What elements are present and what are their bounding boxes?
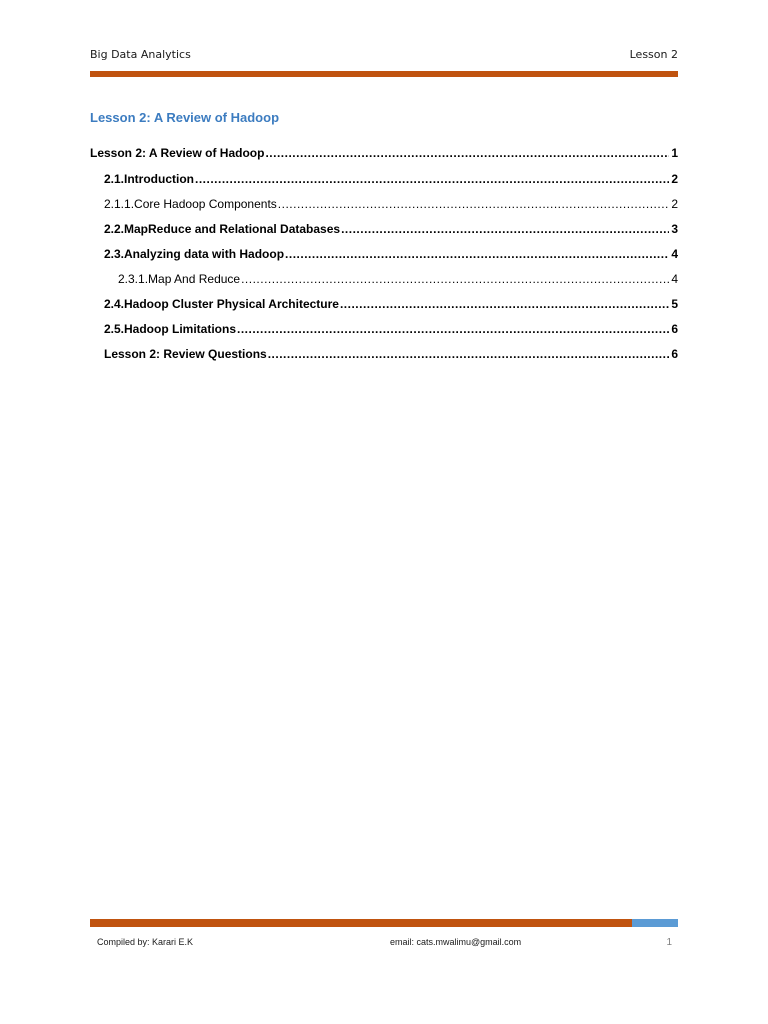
toc-entry-title: MapReduce and Relational Databases: [124, 222, 341, 236]
toc-entry-title: Lesson 2: Review Questions: [104, 347, 267, 361]
toc-leader-dots: [195, 172, 669, 186]
toc-entry-title: Analyzing data with Hadoop: [124, 247, 285, 261]
toc-entry-page: 5: [671, 297, 678, 311]
footer-divider-orange: [90, 919, 632, 927]
toc-entry-2-4[interactable]: [90, 297, 678, 315]
toc-entry-2-2[interactable]: [90, 222, 678, 240]
toc-entry-title: Introduction: [124, 172, 194, 186]
toc-entry-title: Hadoop Cluster Physical Architecture: [124, 297, 339, 311]
toc-entry-page: 6: [671, 322, 678, 336]
page-header: [90, 46, 678, 66]
toc-leader-dots: [241, 272, 669, 286]
toc-leader-dots: [285, 247, 669, 261]
toc-entry-title: Lesson 2: A Review of Hadoop: [90, 146, 265, 160]
toc-entry-title: Core Hadoop Components: [134, 197, 277, 211]
footer-email: email: cats.mwalimu@gmail.com: [390, 937, 522, 947]
toc-entry-page: 4: [671, 247, 678, 261]
header-divider: [90, 71, 678, 77]
footer-page-number: 1: [666, 937, 672, 948]
toc-leader-dots: [341, 222, 669, 236]
toc-entry-number: 2.4.: [104, 297, 125, 311]
toc-entry-lesson-2[interactable]: [90, 146, 678, 164]
toc-entry-number: 2.1.1.: [104, 197, 135, 211]
toc-entry-2-5[interactable]: [90, 322, 678, 340]
footer-compiled-by: Compiled by: Karari E.K: [97, 937, 194, 947]
toc-leader-dots: [237, 322, 669, 336]
toc-entry-2-1[interactable]: [90, 172, 678, 190]
toc-entry-number: 2.1.: [104, 172, 125, 186]
toc-entry-title: Map And Reduce: [148, 272, 241, 286]
toc-entry-page: 4: [671, 272, 678, 286]
toc-entry-2-3-1[interactable]: [90, 272, 678, 290]
header-document-title: Big Data Analytics: [90, 48, 191, 61]
toc-leader-dots: [265, 146, 669, 160]
toc-leader-dots: [340, 297, 669, 311]
toc-leader-dots: [268, 347, 669, 361]
toc-entry-number: 2.3.1.: [118, 272, 149, 286]
toc-entry-number: 2.2.: [104, 222, 125, 236]
toc-entry-page: 3: [671, 222, 678, 236]
toc-entry-page: 1: [671, 146, 678, 160]
toc-leader-dots: [278, 197, 669, 211]
toc-entry-page: 2: [671, 172, 678, 186]
page-footer: [97, 937, 672, 951]
toc-entry-page: 2: [671, 197, 678, 211]
toc-entry-title: Hadoop Limitations: [124, 322, 237, 336]
toc-heading: Lesson 2: A Review of Hadoop: [90, 110, 280, 125]
toc-entry-review-questions[interactable]: [90, 347, 678, 365]
toc-entry-2-1-1[interactable]: [90, 197, 678, 215]
toc-entry-page: 6: [671, 347, 678, 361]
toc-entry-number: 2.5.: [104, 322, 125, 336]
toc-entry-2-3[interactable]: [90, 247, 678, 265]
toc-entry-number: 2.3.: [104, 247, 125, 261]
footer-divider-blue: [632, 919, 678, 927]
header-lesson-label: Lesson 2: [629, 48, 678, 61]
